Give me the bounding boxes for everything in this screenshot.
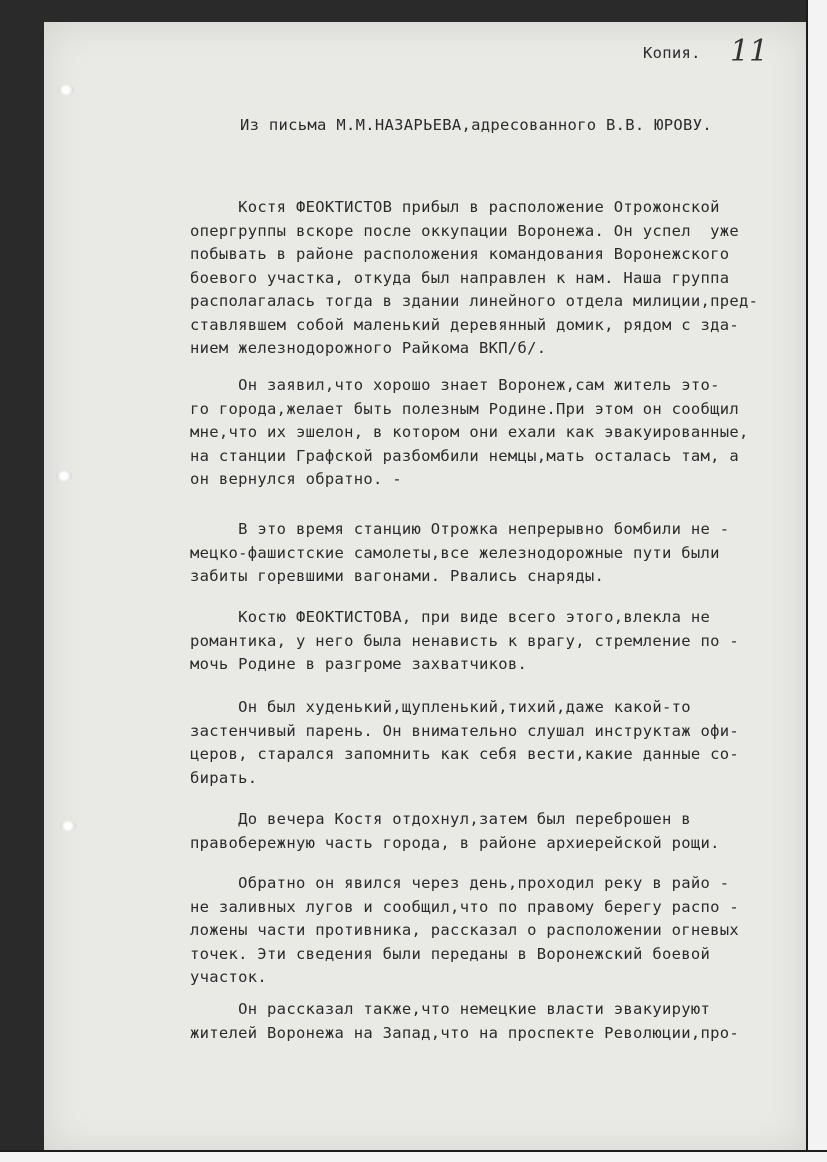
punch-hole-mark	[60, 820, 76, 832]
paragraph-line: Костя ФЕОКТИСТОВ прибыл в расположение Отрожонской	[190, 198, 720, 216]
paragraph-line: опергруппы вскоре после оккупации Воронежа. Он успел уже	[190, 221, 740, 240]
paragraph-line: забиты горевшими вагонами. Рвались снаряды.	[190, 567, 605, 585]
paragraph-line: бирать.	[190, 768, 258, 787]
document-title: Из письма М.М.НАЗАРЬЕВА,адресованного В.В. ЮРОВУ.	[240, 116, 712, 134]
page-number: 11	[730, 34, 769, 69]
paragraph-line: побывать в районе расположения командования Воронежского	[190, 245, 730, 263]
punch-hole-mark	[58, 84, 74, 96]
paragraph-line: церов, старался запомнить как себя вести,какие данные со-	[190, 745, 740, 763]
paragraph-line: До вечера Костя отдохнул,затем был переброшен в	[190, 810, 691, 828]
paragraph-line: Обратно он явился через день,проходил реку в райо -	[190, 874, 730, 892]
paragraph-line: мне,что их эшелон, в котором они ехали как эвакуированные,	[190, 423, 749, 441]
paragraph-line: застенчивый парень. Он внимательно слушал инструктаж офи-	[190, 721, 740, 740]
paragraph-line: участок.	[190, 968, 268, 986]
paragraph-line: ставлявшем собой маленький деревянный домик, рядом с зда-	[190, 315, 740, 334]
paragraph-line: боевого участка, откуда был направлен к нам. Наша группа	[190, 268, 730, 287]
scan-border-right	[806, 0, 827, 1160]
paragraph-line: Он заявил,что хорошо знает Воронеж,сам житель это-	[190, 376, 720, 394]
paragraph-line: на станции Графской разбомбили немцы,мать осталась там, а	[190, 446, 740, 465]
paragraph-line: располагалась тогда в здании линейного отдела милиции,пред-	[190, 292, 759, 310]
paragraph-line: мецко-фашистские самолеты,все железнодорожные пути были	[190, 543, 720, 562]
paragraph-line: нием железнодорожного Райкома ВКП/б/.	[190, 339, 547, 357]
paragraph-line: Он был худенький,щупленький,тихий,даже какой-то	[190, 698, 691, 716]
paragraph-line: го города,желает быть полезным Родине.При этом он сообщил	[190, 399, 740, 418]
paragraph-line: Он рассказал также,что немецкие власти эвакуируют	[190, 1000, 711, 1018]
scan-border-bottom	[0, 1150, 827, 1162]
punch-hole-mark	[56, 470, 72, 482]
paragraph-line: точек. Эти сведения были переданы в Воронежский боевой	[190, 944, 711, 963]
paragraph-line: жителей Воронежа на Запад,что на проспекте Революции,про-	[190, 1023, 740, 1042]
paragraph-line: романтика, у него была ненависть к врагу, стремление по -	[190, 631, 740, 650]
paragraph-line: В это время станцию Отрожка непрерывно бомбили не -	[190, 520, 730, 538]
copy-label: Копия.	[643, 44, 701, 62]
paragraph-line: он вернулся обратно. -	[190, 470, 402, 488]
paragraph-line: ложены части противника, рассказал о расположении огневых	[190, 921, 740, 939]
paragraph-line: Костю ФЕОКТИСТОВА, при виде всего этого,влекла не	[190, 608, 711, 626]
paragraph-line: мочь Родине в разгроме захватчиков.	[190, 655, 528, 673]
paragraph-line: правобережную часть города, в районе архиерейской рощи.	[190, 833, 720, 852]
paragraph-line: не заливных лугов и сообщил,что по правому берегу распо -	[190, 897, 740, 916]
